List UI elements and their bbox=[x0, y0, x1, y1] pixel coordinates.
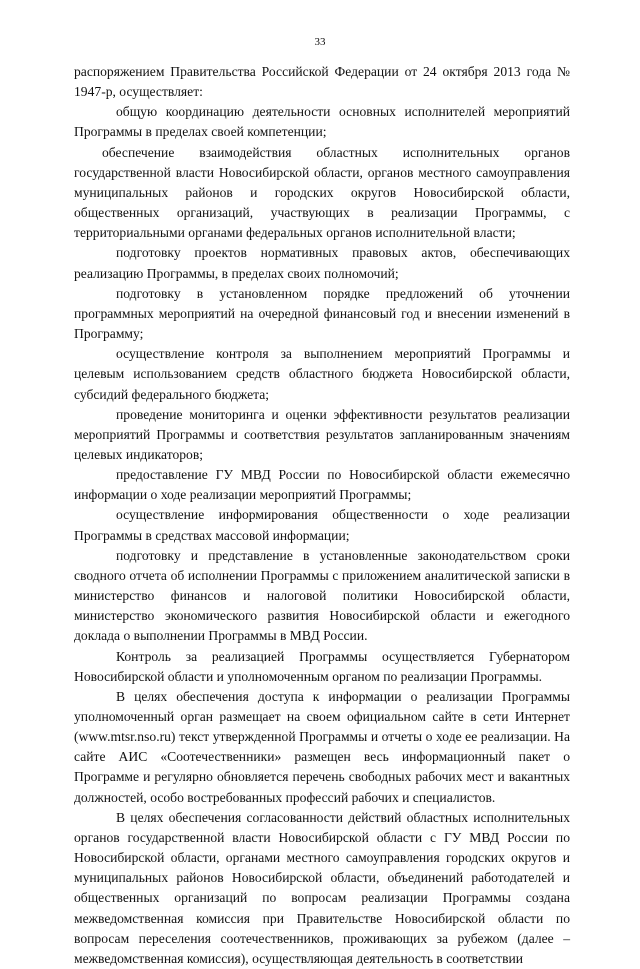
paragraph-governor-control: Контроль за реализацией Программы осуществляется Губернатором Новосибирской области и уполномоченным органом по реализации Программы. bbox=[74, 648, 570, 684]
document-body bbox=[74, 62, 570, 969]
paragraph-coordination: общую координацию деятельности основных исполнителей мероприятий Программы в пределах своей компетенции; bbox=[74, 104, 570, 140]
paragraph-legal-acts: подготовку проектов нормативных правовых актов, обеспечивающих реализацию Программы, в пределах своих полномочий; bbox=[74, 245, 570, 281]
paragraph-reporting-mvd: предоставление ГУ МВД России по Новосибирской области ежемесячно информации о ходе реализации мероприятий Программы; bbox=[74, 467, 570, 503]
paragraph-proposals: подготовку в установленном порядке предложений об уточнении программных мероприятий на очередной финансовый год и внесении изменений в Программу; bbox=[74, 285, 570, 342]
paragraph-interaction: обеспечение взаимодействия областных исполнительных органов государственной власти Новосибирской области, органов местного самоуправления муниципальных районов и городских округов Новосибирской области, общественных организаций, участвующих в реализации Программы, с территориальными органами федеральных органов исполнительной власти; bbox=[74, 144, 570, 241]
paragraph-information-access: В целях обеспечения доступа к информации о реализации Программы уполномоченный орган размещает на своем официальном сайте в сети Интернет (www.mtsr.nso.ru) текст утвержденной Программы и отчеты о ходе ее реализации. На сайте АИС «Соотечественники» размещен весь информационный пакет о Программе и регулярно обновляется перечень свободных рабочих мест и вакантных должностей, особо востребованных профессий рабочих и специалистов. bbox=[74, 688, 570, 805]
paragraph-commission: В целях обеспечения согласованности действий областных исполнительных органов государственной власти Новосибирской области с ГУ МВД России по Новосибирской области, органами местного самоуправления городских округов и муниципальных районов Новосибирской области, объединений работодателей и общественных организаций по вопросам реализации Программы создана межведомственная комиссия при Правительстве Новосибирской области по вопросам переселения соотечественников, проживающих за рубежом (далее – межведомственная комиссия), осуществляющая деятельность в соответствии bbox=[74, 809, 570, 966]
paragraph-summary-report: подготовку и представление в установленные законодательством сроки сводного отчета об исполнении Программы с приложением аналитической записки в министерство финансов и налоговой политики Новосибирской области, министерство экономического развития Новосибирской области и ежегодного доклада о выполнении Программы в МВД России. bbox=[74, 547, 570, 644]
page-number: 33 bbox=[314, 36, 326, 48]
paragraph-monitoring: проведение мониторинга и оценки эффективности результатов реализации мероприятий Программы и соответствия результатов запланированным значениям целевых индикаторов; bbox=[74, 406, 570, 462]
paragraph-control: осуществление контроля за выполнением мероприятий Программы и целевым использованием средств областного бюджета Новосибирской области, субсидий федерального бюджета; bbox=[74, 346, 570, 402]
paragraph-continuation: распоряжением Правительства Российской Федерации от 24 октября 2013 года № 1947-р, осуществляет: bbox=[74, 64, 570, 100]
paragraph-media: осуществление информирования общественности о ходе реализации Программы в средствах массовой информации; bbox=[74, 507, 570, 543]
